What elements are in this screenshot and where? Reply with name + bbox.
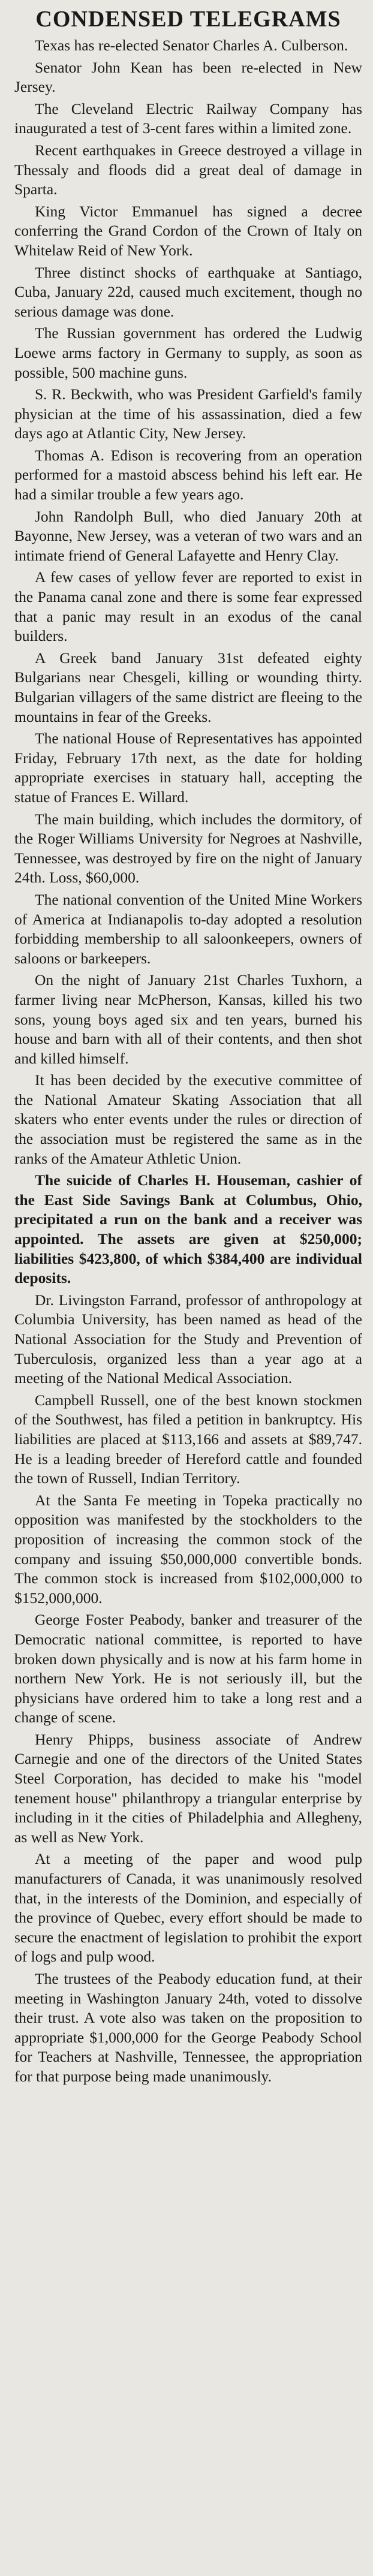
telegram-item: The main building, which includes the dormitory, of the Roger Williams University for Negroes at Nashville, Tennessee, was destroyed by fire on the night of January 24th. Loss, $60,000. (14, 810, 362, 887)
telegram-item: The Cleveland Electric Railway Company has inaugurated a test of 3-cent fares within a limited zone. (14, 100, 362, 137)
telegram-item: King Victor Emmanuel has signed a decree conferring the Grand Cordon of the Crown of Italy on Whitelaw Reid of New York. (14, 202, 362, 259)
telegram-item: The trustees of the Peabody education fund, at their meeting in Washington January 24th, voted to dissolve their trust. A vote also was taken on the proposition to appropriate $1,000,000 for the George Peabody School for Teachers at Nashville, Tennessee, the appropriation for that purpose being made unanimously. (14, 1970, 362, 2085)
telegram-item: Dr. Livingston Farrand, professor of anthropology at Columbia University, has been named as head of the National Association for the Study and Prevention of Tuberculosis, organized less than a year ago at a meeting of the National Medical Association. (14, 1291, 362, 1387)
telegram-item: At the Santa Fe meeting in Topeka practically no opposition was manifested by the stockholders to the proposition of increasing the common stock of the company and issuing $50,000,000 convertible bonds. The common stock is increased from $102,000,000 to $152,000,000. (14, 1491, 362, 1607)
telegram-item: Thomas A. Edison is recovering from an operation performed for a mastoid abscess behind his left ear. He had a similar trouble a few years ago. (14, 446, 362, 504)
telegram-item: A Greek band January 31st defeated eighty Bulgarians near Chesgeli, killing or wounding thirty. Bulgarian villagers of the same district are fleeing to the mountains in fear of the Greeks. (14, 649, 362, 725)
telegram-list (14, 36, 362, 2087)
telegram-item: Senator John Kean has been re-elected in New Jersey. (14, 58, 362, 96)
telegram-item: Henry Phipps, business associate of Andrew Carnegie and one of the directors of the United States Steel Corporation, has decided to make his "model tenement house" philanthropy a triangular enterprise by including in it the cities of Philadelphia and Allegheny, as well as New York. (14, 1730, 362, 1846)
telegram-item: It has been decided by the executive committee of the National Amateur Skating Association that all skaters who enter events under the rules or direction of the association must be registered the same as in the ranks of the Amateur Athletic Union. (14, 1071, 362, 1167)
telegram-item: At a meeting of the paper and wood pulp manufacturers of Canada, it was unanimously resolved that, in the interests of the Dominion, and especially of the province of Quebec, every effort should be made to secure the enactment of legislation to prohibit the export of logs and pulp wood. (14, 1850, 362, 1966)
telegram-item: On the night of January 21st Charles Tuxhorn, a farmer living near McPherson, Kansas, killed his two sons, young boys aged six and ten years, burned his house and barn with all of their contents, and then shot and killed himself. (14, 971, 362, 1067)
telegram-item: The national convention of the United Mine Workers of America at Indianapolis to-day adopted a resolution forbidding membership to all saloonkeepers, owners of saloons or barkeepers. (14, 890, 362, 967)
telegram-item: The suicide of Charles H. Houseman, cashier of the East Side Savings Bank at Columbus, Ohio, precipitated a run on the bank and a receiver was appointed. The assets are given at $250,000; liabilities $423,800, of which $384,400 are individual deposits. (14, 1171, 362, 1287)
telegram-item: John Randolph Bull, who died January 20th at Bayonne, New Jersey, was a veteran of two wars and an intimate friend of General Lafayette and Henry Clay. (14, 507, 362, 564)
telegram-item: George Foster Peabody, banker and treasurer of the Democratic national committee, is reported to have broken down physically and is now at his farm home in northern New York. He is not seriously ill, but the physicians have ordered him to take a long rest and a change of scene. (14, 1611, 362, 1727)
telegram-item: Campbell Russell, one of the best known stockmen of the Southwest, has filed a petition in bankruptcy. His liabilities are placed at $113,166 and assets at $89,747. He is a leading breeder of Hereford cattle and founded the town of Russell, Indian Territory. (14, 1391, 362, 1487)
telegram-item: A few cases of yellow fever are reported to exist in the Panama canal zone and there is some fear expressed that a panic may result in an exodus of the canal builders. (14, 568, 362, 645)
telegram-item: The national House of Representatives has appointed Friday, February 17th next, as the date for holding appropriate exercises in statuary hall, accepting the statue of Frances E. Willard. (14, 730, 362, 806)
telegram-item: Texas has re-elected Senator Charles A. Culberson. (35, 37, 348, 54)
headline: CONDENSED TELEGRAMS (35, 7, 341, 32)
telegram-item: Three distinct shocks of earthquake at Santiago, Cuba, January 22d, caused much excitement, though no serious damage was done. (14, 263, 362, 320)
telegram-item: The Russian government has ordered the Ludwig Loewe arms factory in Germany to supply, as soon as possible, 500 machine guns. (14, 324, 362, 381)
telegram-item: S. R. Beckwith, who was President Garfield's family physician at the time of his assassination, died a few days ago at Atlantic City, New Jersey. (14, 385, 362, 442)
telegram-item: Recent earthquakes in Greece destroyed a village in Thessaly and floods did a great deal of damage in Sparta. (14, 141, 362, 198)
